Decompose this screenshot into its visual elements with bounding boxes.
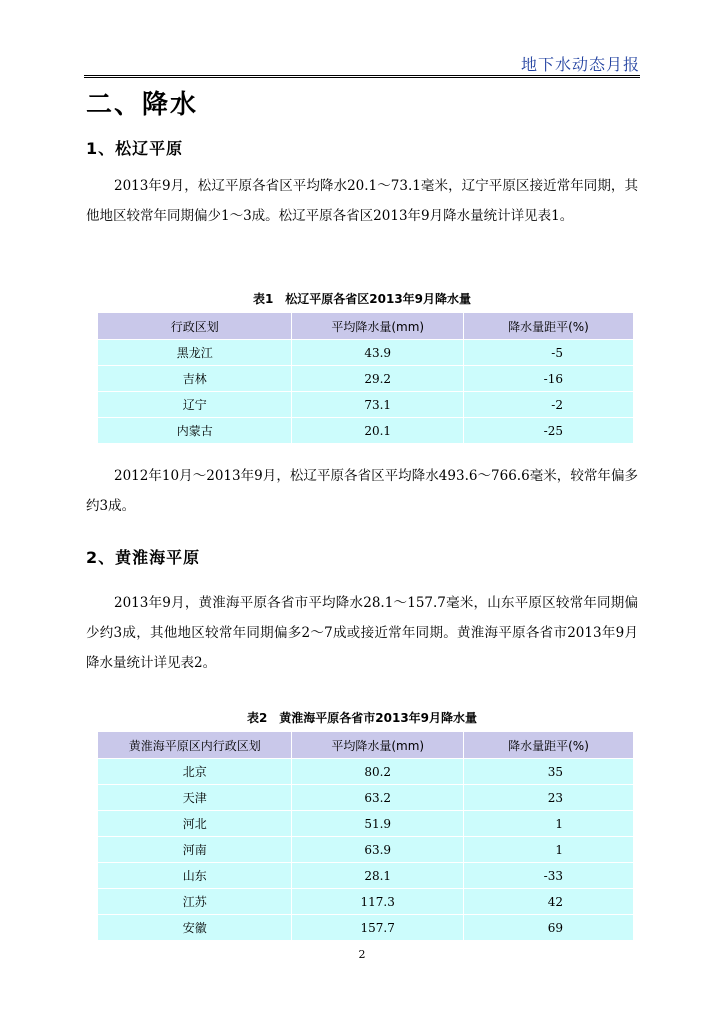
header-rule xyxy=(84,75,640,78)
table2-caption: 表2 黄淮海平原各省市2013年9月降水量 xyxy=(246,711,478,725)
table1-caption: 表1 松辽平原各省区2013年9月降水量 xyxy=(252,292,472,306)
songliao-paragraph-1: 2013年9月，松辽平原各省区平均降水20.1～73.1毫米，辽宁平原区接近常年同期，其他地区较常年同期偏少1～3成。松辽平原各省区2013年9月降水量统计详见表1。 xyxy=(86,178,638,224)
region-cell: 黑龙江 xyxy=(98,340,292,366)
precip-cell: 20.1 xyxy=(292,418,464,444)
anomaly-cell: 1 xyxy=(464,811,634,837)
table2 xyxy=(97,731,634,941)
header-title: 地下水动态月报 xyxy=(520,55,640,74)
table-row xyxy=(98,863,634,889)
region-cell: 吉林 xyxy=(98,366,292,392)
precip-cell: 43.9 xyxy=(292,340,464,366)
section-title: 二、降水 xyxy=(86,90,199,120)
precip-cell: 117.3 xyxy=(292,889,464,915)
table-row xyxy=(98,811,634,837)
precip-cell: 51.9 xyxy=(292,811,464,837)
anomaly-cell: -16 xyxy=(463,366,633,392)
table2-header-region: 黄淮海平原区内行政区划 xyxy=(98,732,292,759)
anomaly-cell: -33 xyxy=(464,863,634,889)
region-cell: 内蒙古 xyxy=(98,418,292,444)
precip-cell: 80.2 xyxy=(292,759,464,785)
table1-header-region: 行政区划 xyxy=(98,313,292,340)
region-cell: 江苏 xyxy=(98,889,292,915)
region-cell: 山东 xyxy=(98,863,292,889)
table2-header-anomaly: 降水量距平(%) xyxy=(464,732,634,759)
table-row xyxy=(98,759,634,785)
region-cell: 北京 xyxy=(98,759,292,785)
anomaly-cell: 23 xyxy=(464,785,634,811)
region-cell: 河南 xyxy=(98,837,292,863)
region-cell: 安徽 xyxy=(98,915,292,941)
anomaly-cell: 42 xyxy=(464,889,634,915)
precip-cell: 63.9 xyxy=(292,837,464,863)
anomaly-cell: -2 xyxy=(463,392,633,418)
table1-header-row xyxy=(98,313,634,340)
region-cell: 天津 xyxy=(98,785,292,811)
precip-cell: 28.1 xyxy=(292,863,464,889)
table-row xyxy=(98,340,634,366)
table-row xyxy=(98,785,634,811)
anomaly-cell: -5 xyxy=(463,340,633,366)
table1-header-precip: 平均降水量(mm) xyxy=(292,313,464,340)
table-row xyxy=(98,418,634,444)
precip-cell: 29.2 xyxy=(292,366,464,392)
table-row xyxy=(98,366,634,392)
table-row xyxy=(98,837,634,863)
precip-cell: 157.7 xyxy=(292,915,464,941)
subsection-title-songliao: 1、松辽平原 xyxy=(86,139,184,158)
region-cell: 辽宁 xyxy=(98,392,292,418)
table2-header-precip: 平均降水量(mm) xyxy=(292,732,464,759)
page-number: 2 xyxy=(358,948,366,961)
precip-cell: 63.2 xyxy=(292,785,464,811)
songliao-paragraph-2: 2012年10月～2013年9月，松辽平原各省区平均降水493.6～766.6毫米，较常年偏多约3成。 xyxy=(86,468,638,514)
table1-header-anomaly: 降水量距平(%) xyxy=(463,313,633,340)
region-cell: 河北 xyxy=(98,811,292,837)
table-row xyxy=(98,392,634,418)
table2-header-row xyxy=(98,732,634,759)
anomaly-cell: 1 xyxy=(464,837,634,863)
anomaly-cell: -25 xyxy=(463,418,633,444)
huanghuaihai-paragraph-1: 2013年9月，黄淮海平原各省市平均降水28.1～157.7毫米，山东平原区较常年同期偏少约3成，其他地区较常年同期偏多2～7成或接近常年同期。黄淮海平原各省市2013年9月降水量统计详见表2。 xyxy=(86,595,638,671)
table-row xyxy=(98,915,634,941)
table-row xyxy=(98,889,634,915)
anomaly-cell: 35 xyxy=(464,759,634,785)
subsection-title-huanghuaihai: 2、黄淮海平原 xyxy=(86,548,201,567)
table1 xyxy=(97,312,634,444)
precip-cell: 73.1 xyxy=(292,392,464,418)
anomaly-cell: 69 xyxy=(464,915,634,941)
